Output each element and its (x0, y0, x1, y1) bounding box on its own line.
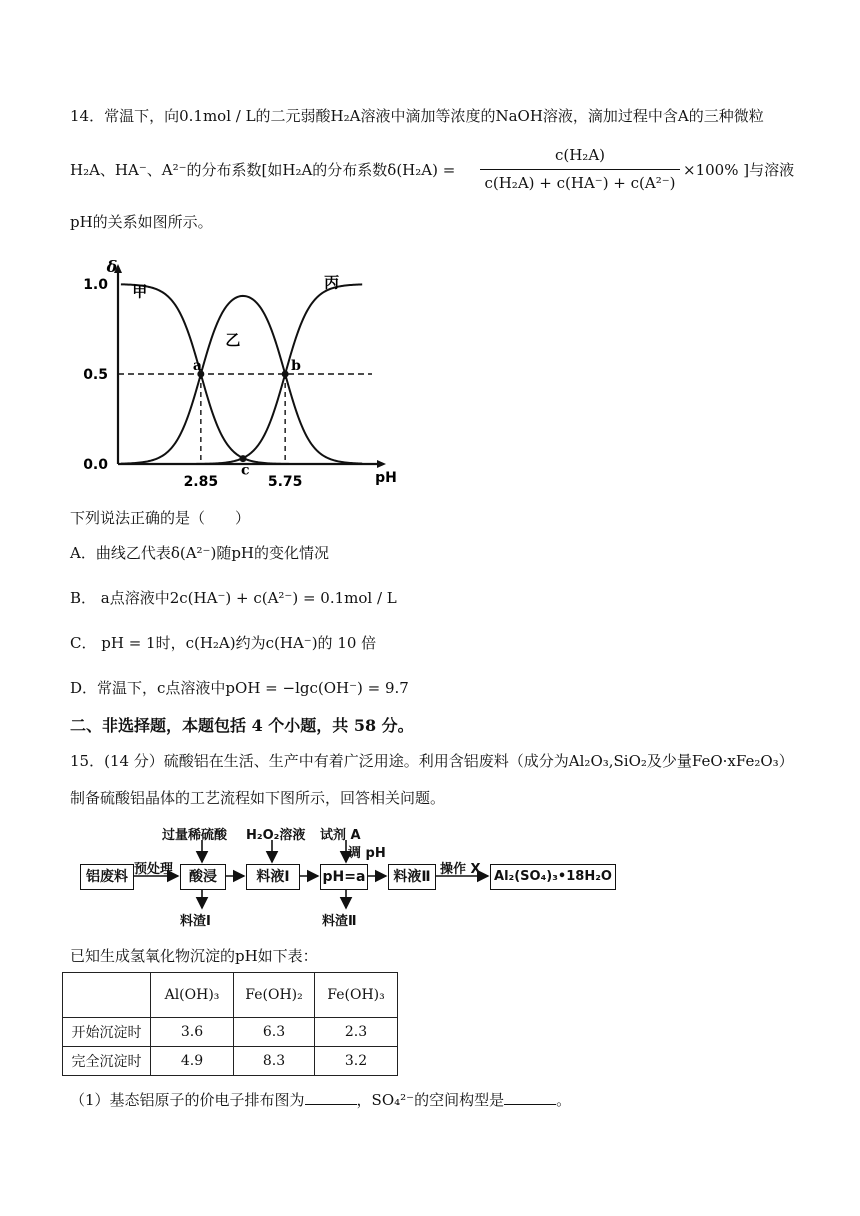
table-cell: 开始沉淀时 (63, 1018, 151, 1047)
table-cell: 3.2 (315, 1047, 398, 1076)
table-header-cell: Al(OH)₃ (151, 973, 234, 1018)
series-label: 丙 (324, 273, 340, 292)
q14-line2-right: ×100% ]与溶液 (683, 161, 795, 179)
table-cell: 4.9 (151, 1047, 234, 1076)
section-heading: 二、非选择题，本题包括 4 个小题，共 58 分。 (70, 716, 414, 735)
q14-fraction-denominator: c(H₂A) + c(HA⁻) + c(A²⁻) (484, 174, 676, 192)
q14-option-c: C． pH = 1时，c(H₂A)约为c(HA⁻)的 10 倍 (70, 634, 377, 652)
flow-box-liquor2: 料液Ⅱ (388, 864, 436, 890)
table-cell: 8.3 (234, 1047, 315, 1076)
q15-sub1 (70, 1090, 571, 1110)
q14-line1: 14．常温下，向0.1mol / L的二元弱酸H₂A溶液中滴加等浓度的NaOH溶液，滴加过程中含A的三种微粒 (70, 107, 764, 125)
table-header-cell: Fe(OH)₂ (234, 973, 315, 1018)
flow-box-product: Al₂(SO₄)₃•18H₂O (490, 864, 616, 890)
q14-option-b: B． a点溶液中2c(HA⁻) + c(A²⁻) = 0.1mol / L (70, 589, 397, 607)
table-header-row (63, 973, 398, 1018)
x-axis-arrowhead (377, 460, 386, 468)
series-label: 乙 (225, 331, 241, 350)
flow-input-acid: 过量稀硫酸 (162, 828, 228, 843)
q15-line2: 制备硫酸铝晶体的工艺流程如下图所示，回答相关问题。 (70, 789, 446, 807)
point-label-a: a (192, 358, 202, 374)
flow-label-operation-x: 操作 X (440, 862, 481, 877)
y-tick-label: 0.5 (83, 367, 108, 383)
curve-yi (121, 296, 362, 464)
flow-box-raw: 铝废料 (80, 864, 134, 890)
point-label-b: b (291, 358, 301, 374)
x-tick-label: 5.75 (267, 474, 303, 490)
q14-fraction-numerator: c(H₂A) (554, 146, 606, 164)
flow-output-residue1: 料渣Ⅰ (180, 914, 211, 929)
point-label-c: c (241, 462, 250, 479)
flow-input-h2o2: H₂O₂溶液 (246, 828, 306, 843)
table-cell: 2.3 (315, 1018, 398, 1047)
point-b (282, 371, 289, 378)
flow-label-pretreat: 预处理 (134, 862, 174, 877)
q15-line1: 15．(14 分）硫酸铝在生活、生产中有着广泛用途。利用含铝废料（成分为Al₂O₃,SiO₂及少量FeO·xFe₂O₃） (70, 752, 794, 770)
table-row (63, 1047, 398, 1076)
table-cell: 3.6 (151, 1018, 234, 1047)
series-label: 甲 (132, 282, 148, 301)
flow-input-reagent-a: 试剂 A (320, 828, 361, 843)
answer-blank-2[interactable] (504, 1090, 556, 1105)
x-tick-label: 2.85 (183, 474, 219, 490)
precipitation-ph-table (62, 972, 398, 1076)
q14-stem: 下列说法正确的是（ ） (70, 509, 251, 527)
q14-line3: pH的关系如图所示。 (70, 213, 213, 231)
flow-input-adjust-ph: 调 pH (348, 846, 386, 861)
table-header-cell: Fe(OH)₃ (315, 973, 398, 1018)
table-cell: 6.3 (234, 1018, 315, 1047)
q15-sub1-part-c: 。 (556, 1091, 572, 1109)
q15-sub1-part-a: （1）基态铝原子的价电子排布图为 (70, 1091, 305, 1109)
q14-option-a: A．曲线乙代表δ(A²⁻)随pH的变化情况 (70, 544, 330, 562)
q15-sub1-part-b: ，SO₄²⁻的空间构型是 (356, 1091, 505, 1109)
q14-line2-left: H₂A、HA⁻、A²⁻的分布系数[如H₂A的分布系数δ(H₂A) = (70, 161, 456, 179)
table-row (63, 1018, 398, 1047)
flow-box-ph: pH=a (320, 864, 368, 890)
q14-option-d: D．常温下，c点溶液中pOH = −lgc(OH⁻) = 9.7 (70, 679, 409, 697)
point-c (240, 455, 247, 462)
x-axis-label: pH (375, 470, 397, 486)
answer-blank-1[interactable] (305, 1090, 357, 1105)
q14-fraction-bar (480, 169, 680, 170)
flow-box-leach: 酸浸 (180, 864, 226, 890)
q15-table-intro: 已知生成氢氧化物沉淀的pH如下表： (70, 947, 318, 965)
y-axis-label: δ (106, 257, 118, 276)
flow-output-residue2: 料渣Ⅱ (322, 914, 357, 929)
distribution-chart (70, 252, 397, 492)
table-header-cell (63, 973, 151, 1018)
y-tick-label: 1.0 (83, 277, 108, 293)
y-tick-label: 0.0 (83, 457, 108, 473)
flow-box-liquor1: 料液Ⅰ (246, 864, 300, 890)
table-cell: 完全沉淀时 (63, 1047, 151, 1076)
